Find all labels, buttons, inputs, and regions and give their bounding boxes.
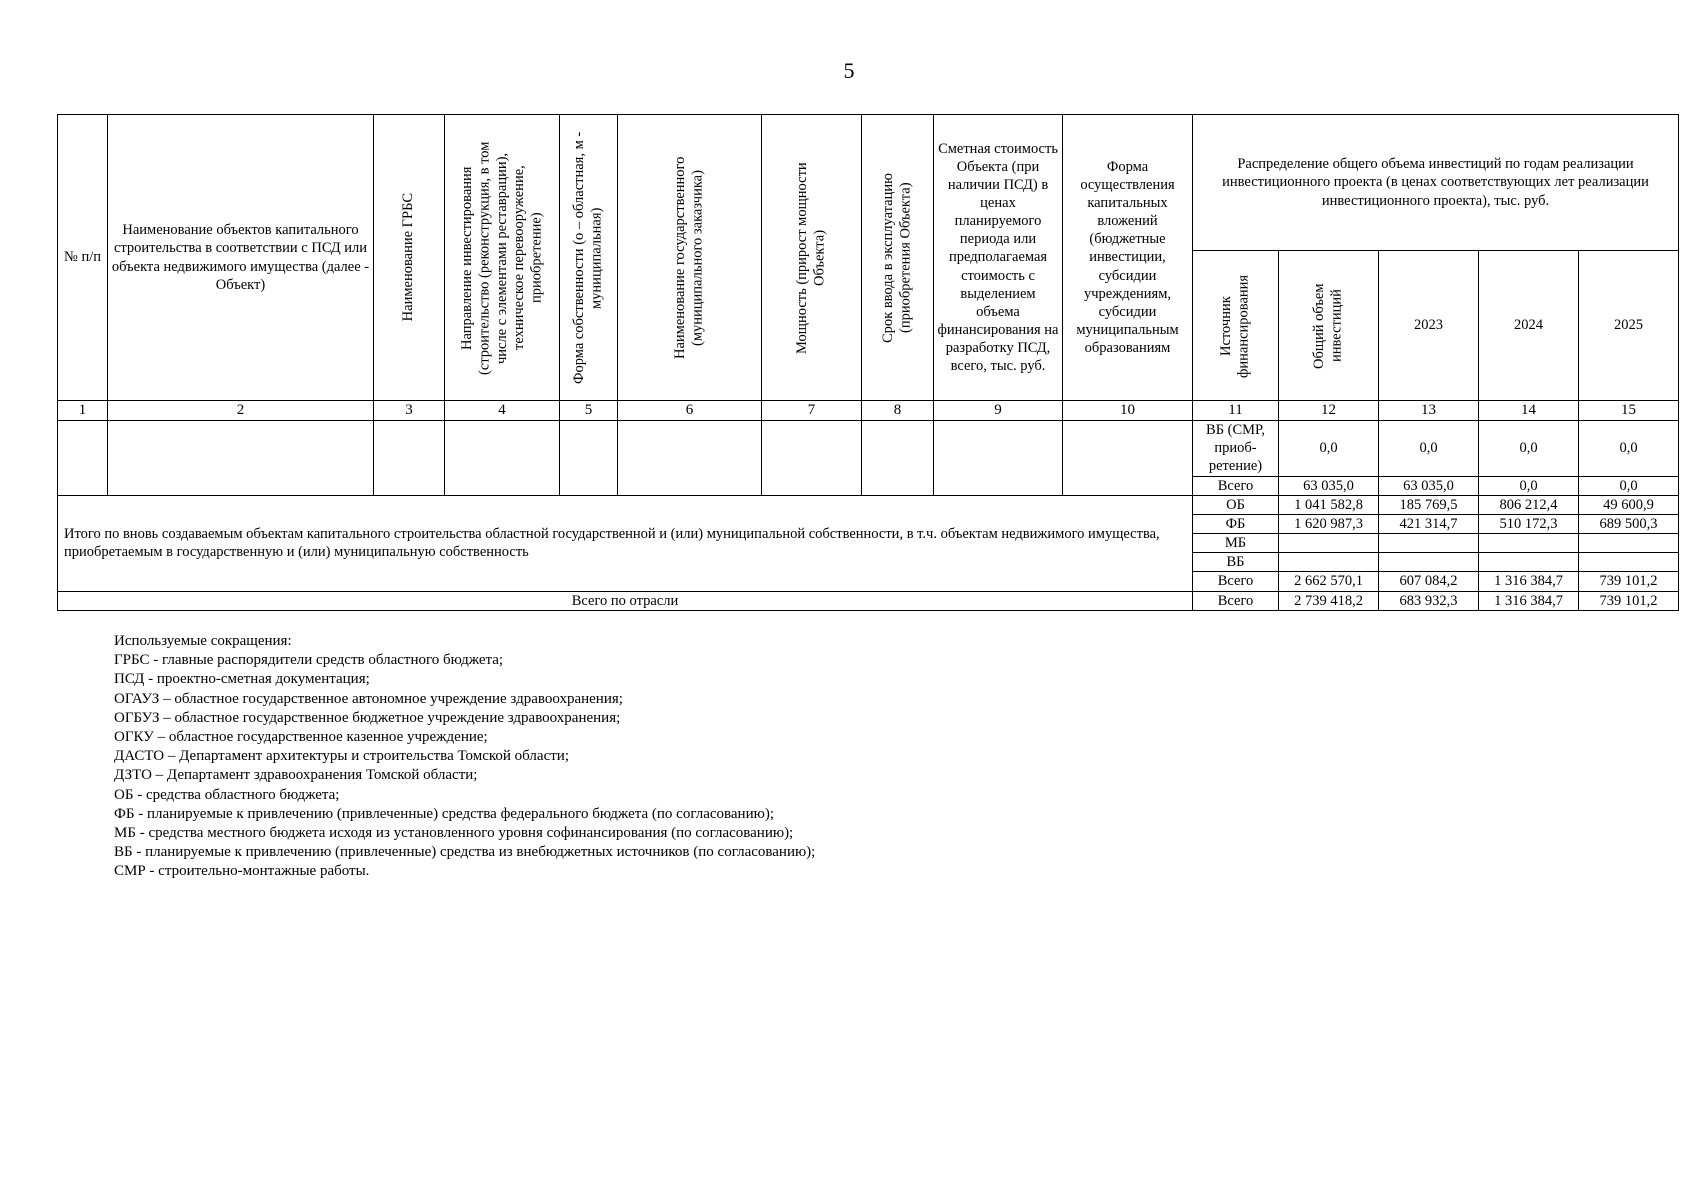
header-col-12	[1279, 251, 1379, 401]
value-2023-cell: 0,0	[1379, 420, 1479, 476]
value-2023-cell: 607 084,2	[1379, 572, 1479, 591]
source-cell: МБ	[1193, 534, 1279, 553]
value-2025-cell: 689 500,3	[1579, 515, 1679, 534]
header-col-10: Форма осуществления капитальных вложений (бюджетные инвестиции, субсидии учреждениям, субсидии муниципальным образованиям	[1063, 115, 1193, 401]
abbreviation-item: ПСД - проектно-сметная документация;	[114, 671, 370, 688]
column-number: 6	[618, 401, 762, 421]
total-industry-label: Всего по отрасли	[58, 591, 1193, 610]
table-row	[58, 420, 1679, 476]
value-2024-cell: 510 172,3	[1479, 515, 1579, 534]
column-number: 5	[560, 401, 618, 421]
header-col-7-text: Мощность (прирост мощности Объекта)	[794, 161, 828, 354]
source-cell: ОБ	[1193, 495, 1279, 514]
column-number: 7	[762, 401, 862, 421]
column-number: 1	[58, 401, 108, 421]
header-col-8-text: Срок ввода в эксплуатацию (приобретения Объекта)	[880, 172, 914, 343]
total-cell: 2 662 570,1	[1279, 572, 1379, 591]
empty-cell	[934, 420, 1063, 495]
empty-cell	[560, 420, 618, 495]
abbreviation-item: МБ - средства местного бюджета исходя из установленного уровня софинансирования (по согласованию);	[114, 825, 794, 842]
value-2024-cell	[1479, 534, 1579, 553]
total-cell: 1 620 987,3	[1279, 515, 1379, 534]
column-number: 13	[1379, 401, 1479, 421]
abbreviation-item: СМР - строительно-монтажные работы.	[114, 863, 370, 880]
header-col-3	[374, 115, 445, 401]
value-2025-cell: 739 101,2	[1579, 572, 1679, 591]
header-col-3-text: Наименование ГРБС	[400, 193, 417, 322]
header-col-5-text: Форма собственности (о – областная, м - муниципальная)	[571, 131, 605, 384]
abbreviations-list	[114, 632, 815, 882]
page-number: 5	[843, 58, 855, 83]
empty-cell	[618, 420, 762, 495]
header-distribution: Распределение общего объема инвестиций по годам реализации инвестиционного проекта (в ценах соответствующих лет реализации инвестиционного проекта), тыс. руб.	[1193, 115, 1679, 251]
total-cell	[1279, 534, 1379, 553]
total-cell: 63 035,0	[1279, 476, 1379, 495]
value-2024-cell	[1479, 553, 1579, 572]
source-cell: ФБ	[1193, 515, 1279, 534]
total-cell	[1279, 553, 1379, 572]
column-number: 11	[1193, 401, 1279, 421]
value-2024-cell: 1 316 384,7	[1479, 572, 1579, 591]
value-2023-cell	[1379, 553, 1479, 572]
column-number: 9	[934, 401, 1063, 421]
header-col-11-text: Источник финансирования	[1218, 273, 1252, 378]
abbreviation-item: ОГАУЗ – областное государственное автономное учреждение здравоохранения;	[114, 690, 623, 707]
column-number: 3	[374, 401, 445, 421]
header-col-8	[862, 115, 934, 401]
source-cell: Всего	[1193, 572, 1279, 591]
investment-table	[57, 114, 1679, 611]
value-2023-cell: 63 035,0	[1379, 476, 1479, 495]
column-numbers-row	[58, 401, 1679, 421]
value-2025-cell: 49 600,9	[1579, 495, 1679, 514]
abbreviation-item: ОГКУ – областное государственное казенное учреждение;	[114, 729, 488, 746]
total-cell: 1 041 582,8	[1279, 495, 1379, 514]
empty-cell	[374, 420, 445, 495]
value-2025-cell	[1579, 553, 1679, 572]
column-number: 15	[1579, 401, 1679, 421]
table-row	[58, 495, 1679, 514]
column-number: 14	[1479, 401, 1579, 421]
abbreviation-item: ДАСТО – Департамент архитектуры и строительства Томской области;	[114, 748, 569, 765]
value-2024-cell: 806 212,4	[1479, 495, 1579, 514]
column-number: 4	[445, 401, 560, 421]
itogo-label: Итого по вновь создаваемым объектам капитального строительства областной государственной и (или) муниципальной собственности, в т.ч. объектам недвижимого имущества, приобретаемым в государственную и (или) муниципальную собственность	[58, 495, 1193, 591]
header-col-14: 2024	[1479, 251, 1579, 401]
header-col-15: 2025	[1579, 251, 1679, 401]
total-cell: 0,0	[1279, 420, 1379, 476]
source-cell: ВБ	[1193, 553, 1279, 572]
column-number: 8	[862, 401, 934, 421]
value-2025-cell: 739 101,2	[1579, 591, 1679, 610]
header-col-6-text: Наименование государственного (муниципального заказчика)	[672, 156, 706, 359]
total-cell: 2 739 418,2	[1279, 591, 1379, 610]
empty-cell	[1063, 420, 1193, 495]
abbreviation-item: ОГБУЗ – областное государственное бюджетное учреждение здравоохранения;	[114, 709, 621, 726]
value-2023-cell: 185 769,5	[1379, 495, 1479, 514]
empty-cell	[445, 420, 560, 495]
header-col-12-text: Общий объем инвестиций	[1311, 282, 1345, 369]
value-2025-cell: 0,0	[1579, 476, 1679, 495]
abbreviation-item: ГРБС - главные распорядители средств областного бюджета;	[114, 652, 504, 669]
value-2025-cell: 0,0	[1579, 420, 1679, 476]
column-number: 2	[108, 401, 374, 421]
header-col-2: Наименование объектов капитального строительства в соответствии с ПСД или объекта недвижимого имущества (далее - Объект)	[108, 115, 374, 401]
empty-cell	[762, 420, 862, 495]
header-col-5	[560, 115, 618, 401]
header-col-6	[618, 115, 762, 401]
header-col-13: 2023	[1379, 251, 1479, 401]
header-col-11	[1193, 251, 1279, 401]
abbreviation-item: ОБ - средства областного бюджета;	[114, 786, 340, 803]
value-2024-cell: 0,0	[1479, 476, 1579, 495]
value-2023-cell: 683 932,3	[1379, 591, 1479, 610]
value-2024-cell: 1 316 384,7	[1479, 591, 1579, 610]
empty-cell	[58, 420, 108, 495]
column-number: 12	[1279, 401, 1379, 421]
header-col-1: № п/п	[58, 115, 108, 401]
value-2023-cell: 421 314,7	[1379, 515, 1479, 534]
source-cell: Всего	[1193, 591, 1279, 610]
header-col-9: Сметная стоимость Объекта (при наличии ПСД) в ценах планируемого периода или предполагаемая стоимость с выделением объема финансирования на разработку ПСД, всего, тыс. руб.	[934, 115, 1063, 401]
abbreviation-item: ФБ - планируемые к привлечению (привлеченные) средства федерального бюджета (по согласованию);	[114, 805, 774, 822]
value-2025-cell	[1579, 534, 1679, 553]
value-2024-cell: 0,0	[1479, 420, 1579, 476]
source-cell: Всего	[1193, 476, 1279, 495]
empty-cell	[862, 420, 934, 495]
header-col-4	[445, 115, 560, 401]
header-col-4-text: Направление инвестирования (строительство (реконструкция, в том числе с элементами реставрации), техническое перевооружение, приобретение)	[458, 140, 545, 375]
value-2023-cell	[1379, 534, 1479, 553]
source-cell: ВБ (СМР, приоб-ретение)	[1193, 420, 1279, 476]
abbreviation-item: ДЗТО – Департамент здравоохранения Томской области;	[114, 767, 478, 784]
header-col-7	[762, 115, 862, 401]
total-industry-row	[58, 591, 1679, 610]
column-number: 10	[1063, 401, 1193, 421]
abbreviation-item: ВБ - планируемые к привлечению (привлеченные) средства из внебюджетных источников (по согласованию);	[114, 844, 816, 861]
abbreviations-heading: Используемые сокращения:	[114, 633, 292, 649]
empty-cell	[108, 420, 374, 495]
